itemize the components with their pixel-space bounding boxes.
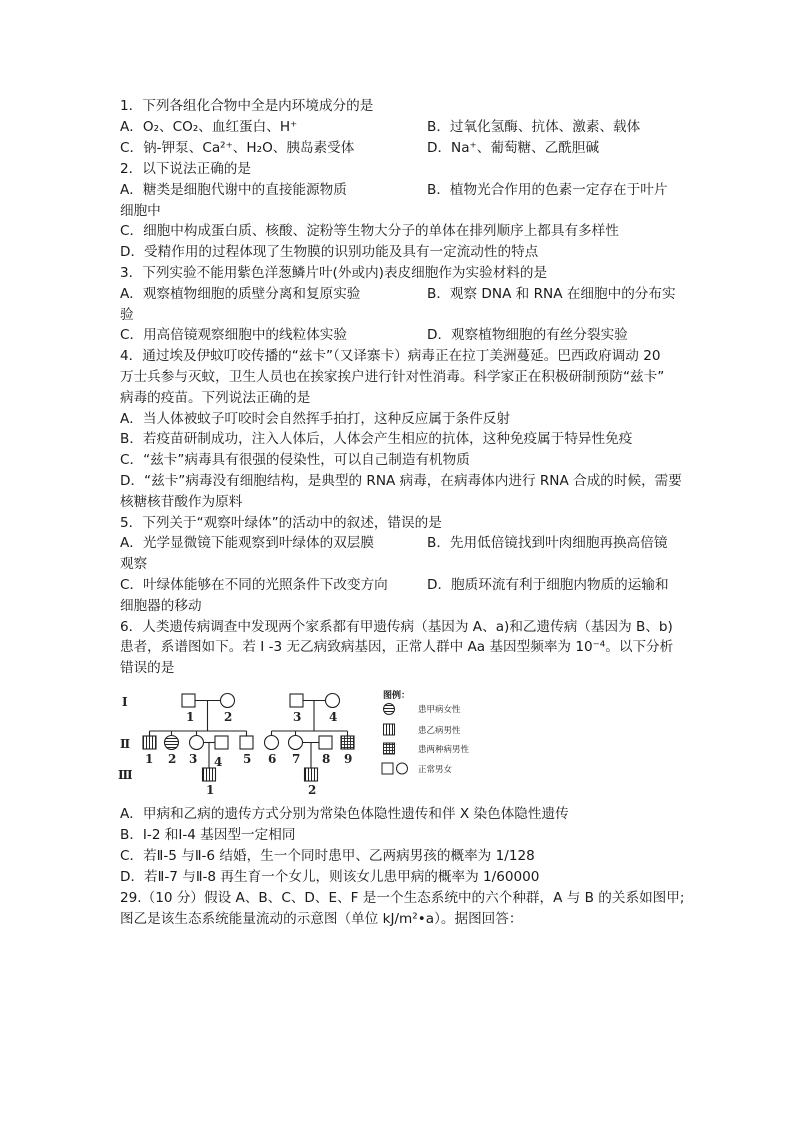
iii1-male-disease-b	[203, 768, 216, 781]
ii5-male	[240, 736, 253, 749]
q4-option-c: C．“兹卡”病毒具有很强的侵染性，可以自己制造有机物质	[120, 452, 470, 468]
label-ii9: 9	[344, 752, 353, 766]
ii4-male	[215, 736, 228, 749]
q3-option-a: A．观察植物细胞的质壁分离和复原实验	[120, 286, 361, 302]
i2-female	[221, 694, 235, 708]
q2-option-b-cont: 细胞中	[120, 203, 161, 219]
legend-normal-male-symbol	[382, 763, 393, 774]
q4-stem-2: 万士兵参与灭蚊，卫生人员也在挨家挨户进行针对性消毒。科学家正在积极研制预防“兹卡”	[120, 369, 665, 385]
q1-stem: 1．下列各组化合物中全是内环境成分的是	[120, 98, 374, 114]
iii2-male-disease-b	[305, 768, 318, 781]
q5-option-c: C．叶绿体能够在不同的光照条件下改变方向	[120, 577, 388, 593]
label-ii8: 8	[322, 752, 331, 766]
q4-stem-1: 4．通过埃及伊蚊叮咬传播的“兹卡”（又译寨卡）病毒正在拉丁美洲蔓延。巴西政府调动 20	[120, 348, 661, 364]
q2-option-c: C．细胞中构成蛋白质、核酸、淀粉等生物大分子的单体在排列顺序上都具有多样性	[120, 223, 619, 239]
legend-disease-b-male: 患乙病男性	[418, 726, 461, 736]
legend-both-diseases-male: 患两种病男性	[418, 745, 470, 755]
ii6-female	[265, 736, 279, 750]
i4-female	[326, 694, 340, 708]
legend-disease-a-female: 患甲病女性	[418, 705, 461, 715]
gen-label-2: Ⅱ	[120, 737, 131, 751]
label-ii6: 6	[268, 752, 277, 766]
q1-option-b: B．过氧化氢酶、抗体、激素、载体	[427, 119, 641, 135]
q6-stem-2: 患者，系谱图如下。若 I -3 无乙病致病基因，正常人群中 Aa 基因型频率为 10⁻⁴。以下分析	[120, 639, 674, 655]
q5-option-d-cont: 细胞器的移动	[120, 598, 202, 614]
label-i2: 2	[224, 710, 233, 724]
label-ii5: 5	[243, 752, 252, 766]
label-ii2: 2	[168, 752, 177, 766]
label-ii1: 1	[145, 752, 154, 766]
q5-option-a: A．光学显微镜下能观察到叶绿体的双层膜	[120, 535, 374, 551]
q5-option-b: B．先用低倍镜找到叶肉细胞再换高倍镜	[427, 535, 668, 551]
pedigree-legend	[382, 689, 470, 775]
legend-both-diseases-male-symbol	[384, 743, 395, 754]
i3-male	[290, 694, 303, 707]
label-ii4: 4	[214, 755, 223, 769]
q6-stem-3: 错误的是	[120, 660, 175, 676]
q1-option-d: D．Na⁺、葡萄糖、乙酰胆碱	[427, 140, 600, 156]
pedigree-diagram	[112, 686, 512, 798]
legend-disease-a-female-symbol	[384, 704, 395, 715]
legend-normal-female-symbol	[397, 763, 408, 774]
label-i4: 4	[329, 710, 338, 724]
q4-option-d: D．“兹卡”病毒没有细胞结构，是典型的 RNA 病毒，在病毒体内进行 RNA 合成的时候，需要	[120, 473, 682, 489]
q4-option-b: B．若疫苗研制成功，注入人体后，人体会产生相应的抗体，这种免疫属于特异性免疫	[120, 431, 633, 447]
q2-option-a: A．糖类是细胞代谢中的直接能源物质	[120, 182, 347, 198]
q3-option-b: B．观察 DNA 和 RNA 在细胞中的分布实	[427, 286, 676, 302]
q4-option-d-cont: 核糖核苷酸作为原料	[120, 494, 243, 510]
label-iii1: 1	[206, 783, 215, 797]
label-ii3: 3	[189, 752, 198, 766]
q6-option-a: A．甲病和乙病的遗传方式分别为常染色体隐性遗传和伴 X 染色体隐性遗传	[120, 806, 569, 822]
label-i3: 3	[293, 710, 302, 724]
q2-option-b: B．植物光合作用的色素一定存在于叶片	[427, 182, 668, 198]
q4-stem-3: 病毒的疫苗。下列说法正确的是	[120, 390, 311, 406]
ii9-male-both-diseases	[341, 736, 354, 749]
q6-option-c: C．若Ⅱ-5 与Ⅱ-6 结婚，生一个同时患甲、乙两病男孩的概率为 1/128	[120, 848, 535, 864]
i1-male	[182, 694, 195, 707]
q3-option-b-cont: 验	[120, 307, 134, 323]
q5-stem: 5．下列关于“观察叶绿体”的活动中的叙述，错误的是	[120, 515, 442, 531]
q6-option-b: B．Ⅰ-2 和Ⅰ-4 基因型一定相同	[120, 827, 296, 843]
q6-stem-1: 6．人类遗传病调查中发现两个家系都有甲遗传病（基因为 A、a)和乙遗传病（基因为 B、b)	[120, 619, 673, 635]
gen-label-3: Ⅲ	[118, 768, 133, 782]
label-ii7: 7	[292, 752, 301, 766]
legend-disease-b-male-symbol	[384, 724, 395, 735]
q1-option-a: A．O₂、CO₂、血红蛋白、H⁺	[120, 119, 298, 135]
q3-option-d: D．观察植物细胞的有丝分裂实验	[427, 327, 628, 343]
q5-option-b-cont: 观察	[120, 556, 148, 572]
q29-stem-1: 29.（10 分）假设 A、B、C、D、E、F 是一个生态系统中的六个种群，A 与 B 的关系如图甲;	[120, 890, 685, 906]
q29-stem-2: 图乙是该生态系统能量流动的示意图（单位 kJ/m²•a）。据图回答：	[120, 911, 523, 927]
label-i1: 1	[186, 710, 195, 724]
q2-stem: 2．以下说法正确的是	[120, 161, 251, 177]
ii7-female	[289, 736, 303, 750]
ii3-female	[190, 736, 204, 750]
q5-option-d: D．胞质环流有利于细胞内物质的运输和	[427, 577, 669, 593]
ii2-female-disease-a	[165, 736, 179, 750]
q1-option-c: C．钠-钾泵、Ca²⁺、H₂O、胰岛素受体	[120, 140, 355, 156]
gen-label-1: Ⅰ	[122, 695, 128, 709]
q3-stem: 3．下列实验不能用紫色洋葱鳞片叶(外或内)表皮细胞作为实验材料的是	[120, 265, 548, 281]
q4-option-a: A．当人体被蚊子叮咬时会自然挥手拍打，这种反应属于条件反射	[120, 411, 510, 427]
ii1-male-disease-b	[143, 736, 156, 749]
legend-normal: 正常男女	[418, 765, 453, 775]
legend-title: 图例：	[383, 691, 411, 701]
ii8-male	[319, 736, 332, 749]
label-iii2: 2	[308, 783, 317, 797]
q3-option-c: C．用高倍镜观察细胞中的线粒体实验	[120, 327, 347, 343]
q6-option-d: D．若Ⅱ-7 与Ⅱ-8 再生育一个女儿，则该女儿患甲病的概率为 1/60000	[120, 869, 540, 885]
q2-option-d: D．受精作用的过程体现了生物膜的识别功能及具有一定流动性的特点	[120, 244, 539, 260]
